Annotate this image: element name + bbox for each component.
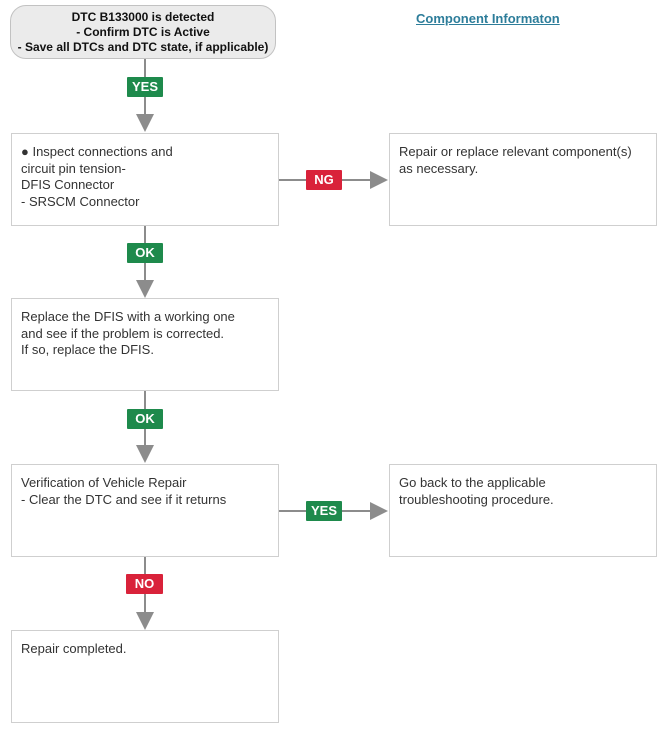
- arrow-down-icon: [136, 114, 154, 132]
- start-line-3: - Save all DTCs and DTC state, if applicable): [17, 39, 269, 54]
- arrow-right-icon: [370, 171, 388, 189]
- step3-line-1: Verification of Vehicle Repair: [21, 475, 187, 490]
- step1-line-3: DFIS Connector: [21, 177, 115, 192]
- arrow-down-icon: [136, 612, 154, 630]
- start-line-1: DTC B133000 is detected: [71, 9, 215, 24]
- component-information-link[interactable]: Component Informaton: [416, 11, 560, 26]
- side1-line-1: Repair or replace relevant component(s): [399, 144, 632, 159]
- side-go-back: [389, 464, 657, 557]
- step2-line-2: and see if the problem is corrected.: [21, 325, 225, 341]
- step-replace-dfis: [11, 298, 279, 391]
- arrow-down-icon: [136, 445, 154, 463]
- ng-badge: NG: [306, 170, 342, 190]
- step1-line-1: ● Inspect connections and: [21, 144, 173, 159]
- step-verification: [11, 464, 279, 557]
- arrow-right-icon: [370, 502, 388, 520]
- start-node: [10, 5, 276, 59]
- yes-badge-2: YES: [306, 501, 342, 521]
- arrow-down-icon: [136, 280, 154, 298]
- step-inspect-connections: [11, 133, 279, 226]
- side2-line-2: troubleshooting procedure.: [399, 491, 554, 507]
- side-repair-replace: [389, 133, 657, 226]
- step4-line-1: Repair completed.: [21, 641, 127, 656]
- side1-line-2: as necessary.: [399, 160, 479, 176]
- step1-line-4: - SRSCM Connector: [21, 193, 140, 209]
- step1-line-2: circuit pin tension-: [21, 160, 126, 176]
- step2-line-1: Replace the DFIS with a working one: [21, 309, 235, 324]
- ok-badge-1: OK: [127, 243, 163, 263]
- step2-line-3: If so, replace the DFIS.: [21, 342, 154, 357]
- step3-line-2: - Clear the DTC and see if it returns: [21, 491, 227, 507]
- no-badge: NO: [126, 574, 163, 594]
- yes-badge-1: YES: [127, 77, 163, 97]
- start-line-2: - Confirm DTC is Active: [76, 24, 210, 39]
- side2-line-1: Go back to the applicable: [399, 475, 546, 490]
- step-repair-completed: [11, 630, 279, 723]
- ok-badge-2: OK: [127, 409, 163, 429]
